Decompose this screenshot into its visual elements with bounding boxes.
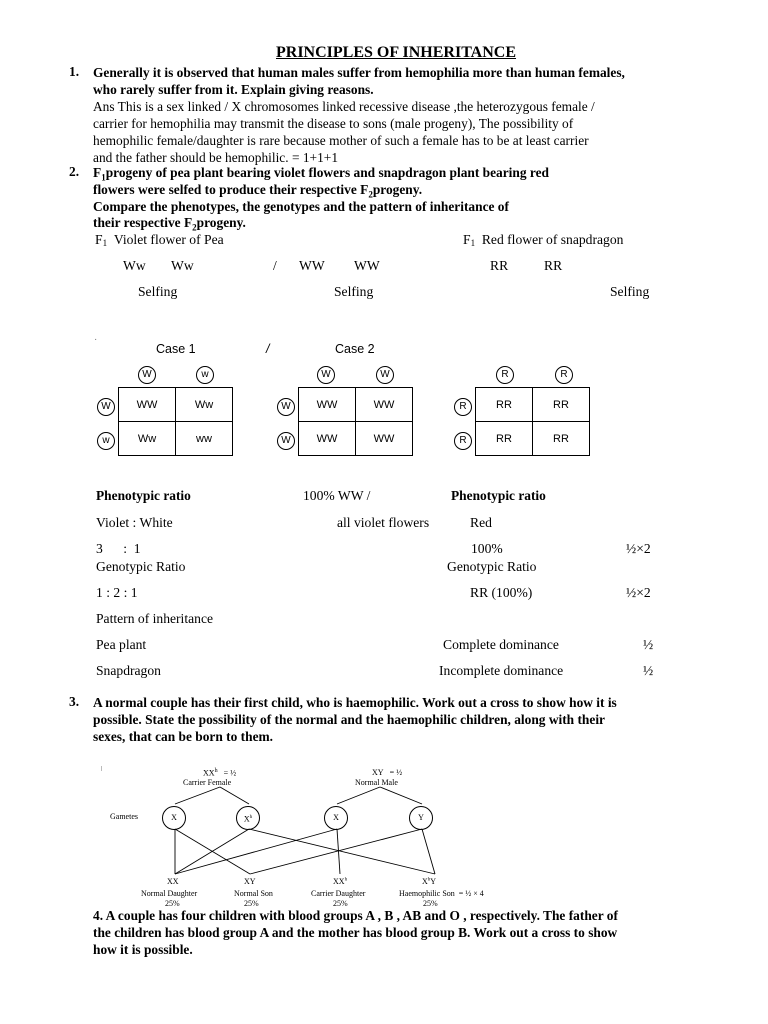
allele-side-2: R (454, 432, 472, 450)
ratio-1-2-1: 1 : 2 : 1 (96, 585, 138, 600)
q4-line2: the children has blood group A and the mother has blood group B. Work out a cross to show (93, 925, 618, 940)
selfing-label-2: Selfing (334, 284, 374, 299)
q1-answer-line4: and the father should be hemophilic. = 1+1+1 (93, 150, 339, 165)
marks-half-x2-a: ½×2 (626, 541, 651, 556)
pattern-heading: Pattern of inheritance (96, 611, 214, 626)
allele-side-1: W (97, 398, 115, 416)
allele-top-2: R (555, 366, 573, 384)
offspring-1-label: Normal Daughter (141, 889, 198, 898)
mother-label: Carrier Female (183, 778, 232, 787)
punnett-grid-3 (475, 387, 590, 456)
snap-genotype-a: RR (490, 258, 509, 273)
allele-top-1: W (317, 366, 335, 384)
punnett-grid-1 (118, 387, 233, 456)
snap-genotype-b: RR (544, 258, 563, 273)
stray-dot: · (94, 334, 98, 345)
slash-separator: / (273, 258, 277, 273)
q4-line1: 4. A couple has four children with blood groups A , B , AB and O , respectively. The father of (93, 908, 618, 923)
stray-mark (101, 766, 102, 771)
incomplete-dominance: Incomplete dominance (439, 663, 564, 678)
marks-half-b: ½ (643, 663, 654, 678)
marks-half-x2-b: ½×2 (626, 585, 651, 600)
genotypic-ratio-heading-2: Genotypic Ratio (447, 559, 537, 574)
gametes-label: Gametes (110, 812, 138, 821)
genotypic-ratio-heading-1: Genotypic Ratio (96, 559, 186, 574)
gamete-x-father: X (324, 806, 348, 830)
q1-number: 1. (69, 64, 80, 79)
case1-label: Case 1 (156, 342, 196, 356)
allele-top-2: W (376, 366, 394, 384)
punnett-cell: RR (533, 422, 590, 456)
offspring-1-genotype: XX (167, 877, 179, 886)
father-genotype: XY = ½ (372, 768, 403, 777)
case-separator: / (266, 342, 270, 356)
case2-label: Case 2 (335, 342, 375, 356)
complete-dominance: Complete dominance (443, 637, 559, 652)
red-phenotype: Red (470, 515, 492, 530)
ratio-3-1: 3 : 1 (96, 541, 141, 556)
q2-line2: flowers were selfed to produce their respective $F_2progeny$. (93, 182, 423, 200)
offspring-4-pct: 25% (423, 899, 438, 908)
selfing-label-3: Selfing (610, 284, 650, 299)
selfing-label-1: Selfing (138, 284, 178, 299)
offspring-2-label: Normal Son (234, 889, 273, 898)
punnett-cell: RR (476, 422, 533, 456)
allele-side-2: W (277, 432, 295, 450)
q3-number: 3. (69, 694, 80, 709)
punnett-cell: WW (356, 422, 413, 456)
q1-answer-line2: carrier for hemophilia may transmit the disease to sons (male progeny), The possibility of (93, 116, 574, 131)
offspring-4-label: Haemophilic Son = ½ × 4 (399, 889, 484, 898)
allele-side-1: R (454, 398, 472, 416)
punnett-cell: WW (299, 388, 356, 422)
offspring-3-genotype: $XX^h$ (333, 877, 348, 886)
q2-number: 2. (69, 164, 80, 179)
snapdragon-label: Snapdragon (96, 663, 161, 678)
f1-pea-heading: F1 Violet flower of Pea (95, 232, 224, 248)
allele-side-2: w (97, 432, 115, 450)
pea-case1-genotype-b: Ww (171, 258, 194, 273)
rr-100: RR (100%) (470, 585, 533, 600)
f1-snap-heading: F1 Red flower of snapdragon (463, 232, 624, 248)
phenotypic-ratio-heading-1: Phenotypic ratio (96, 488, 191, 503)
gamete-xh-mother: $X^h$ (236, 806, 260, 830)
pea-case1-genotype-a: Ww (123, 258, 146, 273)
punnett-grid-2 (298, 387, 413, 456)
pea-case2-genotype-b: WW (354, 258, 380, 273)
offspring-4-genotype: $X^hY$ (422, 877, 437, 886)
father-label: Normal Male (355, 778, 398, 787)
page-title: PRINCIPLES OF INHERITANCE (275, 44, 517, 61)
phenotypic-ratio-heading-2: Phenotypic ratio (451, 488, 546, 503)
allele-top-1: R (496, 366, 514, 384)
allele-side-1: W (277, 398, 295, 416)
offspring-3-pct: 25% (333, 899, 348, 908)
offspring-1-pct: 25% (165, 899, 180, 908)
q3-line2: possible. State the possibility of the normal and the haemophilic children, along with their (93, 712, 605, 727)
q3-line1: A normal couple has their first child, who is haemophilic. Work out a cross to show how it is (93, 695, 617, 710)
q4-line3: how it is possible. (93, 942, 193, 957)
q2-line3: Compare the phenotypes, the genotypes and the pattern of inheritance of (93, 199, 509, 214)
punnett-cell: Ww (119, 422, 176, 456)
q2-line4: their respective $F_2progeny$. (93, 215, 246, 233)
hundred-percent: 100% (471, 541, 503, 556)
violet-white: Violet : White (96, 515, 173, 530)
q3-line3: sexes, that can be born to them. (93, 729, 274, 744)
pea-case2-genotype-a: WW (299, 258, 325, 273)
punnett-cell: RR (533, 388, 590, 422)
marks-half-a: ½ (643, 637, 654, 652)
cross-lines (100, 760, 500, 910)
q1-answer-line3: hemophilic female/daughter is rare because mother of such a female has to be at least carrier (93, 133, 589, 148)
punnett-cell: WW (356, 388, 413, 422)
punnett-cell: Ww (176, 388, 233, 422)
pea-plant-label: Pea plant (96, 637, 147, 652)
offspring-2-genotype: XY (244, 877, 256, 886)
q1-question-line1: Generally it is observed that human males suffer from hemophilia more than human females, (93, 65, 625, 80)
offspring-2-pct: 25% (244, 899, 259, 908)
allele-top-2: w (196, 366, 214, 384)
allele-top-1: W (138, 366, 156, 384)
gamete-y-father: Y (409, 806, 433, 830)
mother-genotype: $XX^h$ = ½ (203, 768, 237, 778)
punnett-cell: RR (476, 388, 533, 422)
all-violet: all violet flowers (337, 515, 430, 530)
gamete-x-mother: X (162, 806, 186, 830)
hundred-ww: 100% WW / (303, 488, 371, 503)
offspring-3-label: Carrier Daughter (311, 889, 366, 898)
q2-line1: $F_1progeny$ of pea plant bearing violet flowers and snapdragon plant bearing red (93, 165, 549, 183)
q1-question-line2: who rarely suffer from it. Explain giving reasons. (93, 82, 374, 97)
punnett-cell: WW (299, 422, 356, 456)
punnett-cell: ww (176, 422, 233, 456)
punnett-cell: WW (119, 388, 176, 422)
q1-answer-line1: Ans This is a sex linked / X chromosomes linked recessive disease ,the heterozygous female / (93, 99, 595, 114)
